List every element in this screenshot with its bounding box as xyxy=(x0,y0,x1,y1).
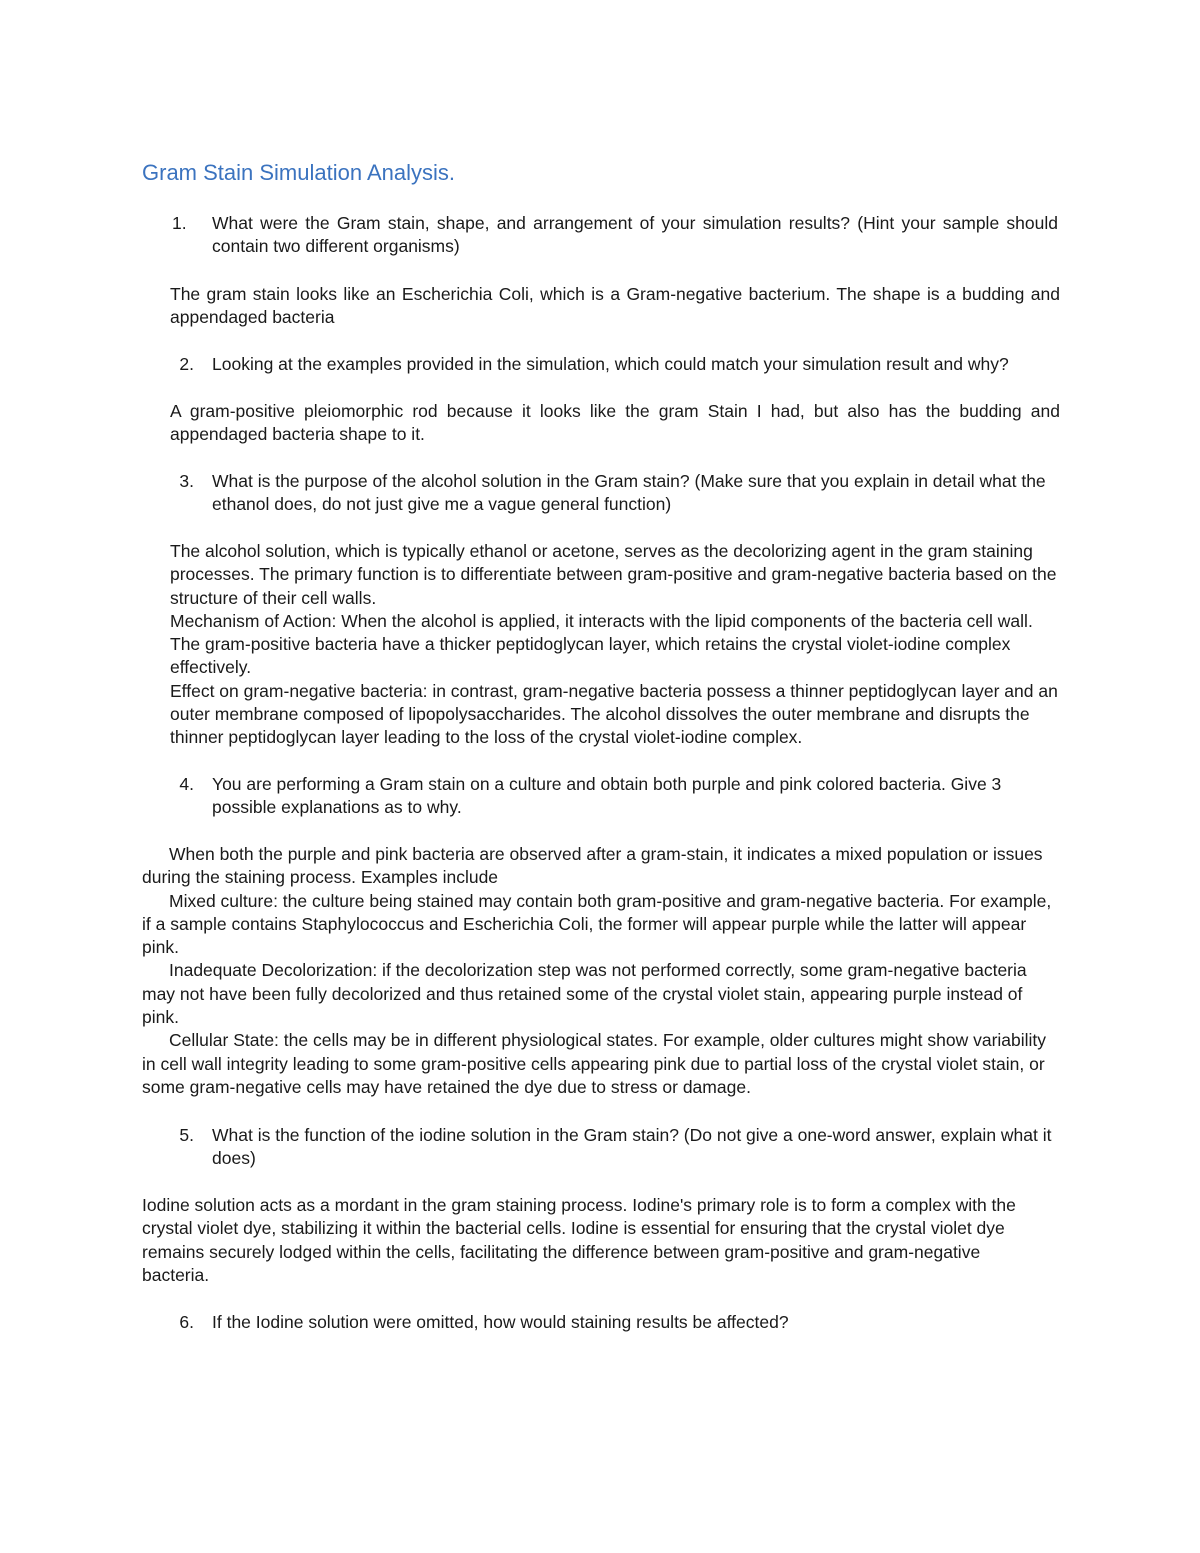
answer-1 xyxy=(170,283,1060,330)
answer-paragraph: The alcohol solution, which is typically ethanol or acetone, serves as the decolorizing agent in the gram staining processes. The primary function is to differentiate between gram-positive and gram-negative bacteria based on the structure of their cell walls. xyxy=(170,541,1057,608)
question-number: 6. xyxy=(179,1312,194,1332)
question-text: What were the Gram stain, shape, and arrangement of your simulation results? (Hint your sample should contain two different organisms) xyxy=(212,213,1058,257)
question-6 xyxy=(172,1311,1058,1334)
answer-2 xyxy=(170,400,1060,447)
answer-paragraph: Cellular State: the cells may be in different physiological states. For example, older cultures might show variability in cell wall integrity leading to some gram-positive cells appearing pink due to partial loss of the crystal violet stain, or some gram-negative cells may have retained the dye due to stress or damage. xyxy=(142,1030,1047,1097)
answer-4 xyxy=(142,843,1062,1099)
question-number: 2. xyxy=(179,354,194,374)
question-4 xyxy=(172,773,1058,820)
question-number: 1. xyxy=(172,213,187,233)
answer-paragraph: When both the purple and pink bacteria are observed after a gram-stain, it indicates a mixed population or issues during the staining process. Examples include xyxy=(142,844,1043,888)
question-number: 4. xyxy=(179,774,194,794)
question-text: What is the purpose of the alcohol solution in the Gram stain? (Make sure that you explain in detail what the ethanol does, do not just give me a vague general function) xyxy=(212,471,1046,515)
question-text: Looking at the examples provided in the simulation, which could match your simulation result and why? xyxy=(212,354,1009,374)
question-text: What is the function of the iodine solution in the Gram stain? (Do not give a one-word answer, explain what it does) xyxy=(212,1125,1052,1169)
answer-paragraph: A gram-positive pleiomorphic rod because it looks like the gram Stain I had, but also has the budding and appendaged bacteria shape to it. xyxy=(170,401,1060,445)
question-text: You are performing a Gram stain on a culture and obtain both purple and pink colored bacteria. Give 3 possible explanations as to why. xyxy=(212,774,1002,818)
answer-paragraph: Inadequate Decolorization: if the decolorization step was not performed correctly, some gram-negative bacteria may not have been fully decolorized and thus retained some of the crystal violet stain, appearing purple instead of pink. xyxy=(142,960,1027,1028)
question-number: 5. xyxy=(179,1125,194,1145)
question-number: 3. xyxy=(179,471,194,491)
question-3 xyxy=(172,470,1058,517)
question-2 xyxy=(172,353,1058,376)
answer-5 xyxy=(142,1194,1042,1287)
document-title: Gram Stain Simulation Analysis. xyxy=(142,160,456,185)
question-1 xyxy=(172,212,1058,259)
question-text: If the Iodine solution were omitted, how would staining results be affected? xyxy=(212,1312,789,1332)
answer-paragraph: Mixed culture: the culture being stained may contain both gram-positive and gram-negative bacteria. For example, if a sample contains Staphylococcus and Escherichia Coli, the former will appear purple while the latter will appear pink. xyxy=(142,890,1052,958)
question-5 xyxy=(172,1124,1058,1171)
answer-3 xyxy=(170,540,1060,750)
answer-paragraph: The gram stain looks like an Escherichia Coli, which is a Gram-negative bacterium. The shape is a budding and appendaged bacteria xyxy=(170,284,1060,328)
answer-paragraph: Iodine solution acts as a mordant in the gram staining process. Iodine's primary role is to form a complex with the crystal violet dye, stabilizing it within the bacterial cells. Iodine is essential for ensuring that the crystal violet dye remains securely lodged within the cells, facilitating the difference between gram-positive and gram-negative bacteria. xyxy=(142,1195,1016,1285)
answer-paragraph: Mechanism of Action: When the alcohol is applied, it interacts with the lipid components of the bacteria cell wall. The gram-positive bacteria have a thicker peptidoglycan layer, which retains the crystal violet-iodine complex effectively. xyxy=(170,610,1033,678)
answer-paragraph: Effect on gram-negative bacteria: in contrast, gram-negative bacteria possess a thinner peptidoglycan layer and an outer membrane composed of lipopolysaccharides. The alcohol dissolves the outer membrane and disrupts the thinner peptidoglycan layer leading to the loss of the crystal violet-iodine complex. xyxy=(170,680,1058,748)
